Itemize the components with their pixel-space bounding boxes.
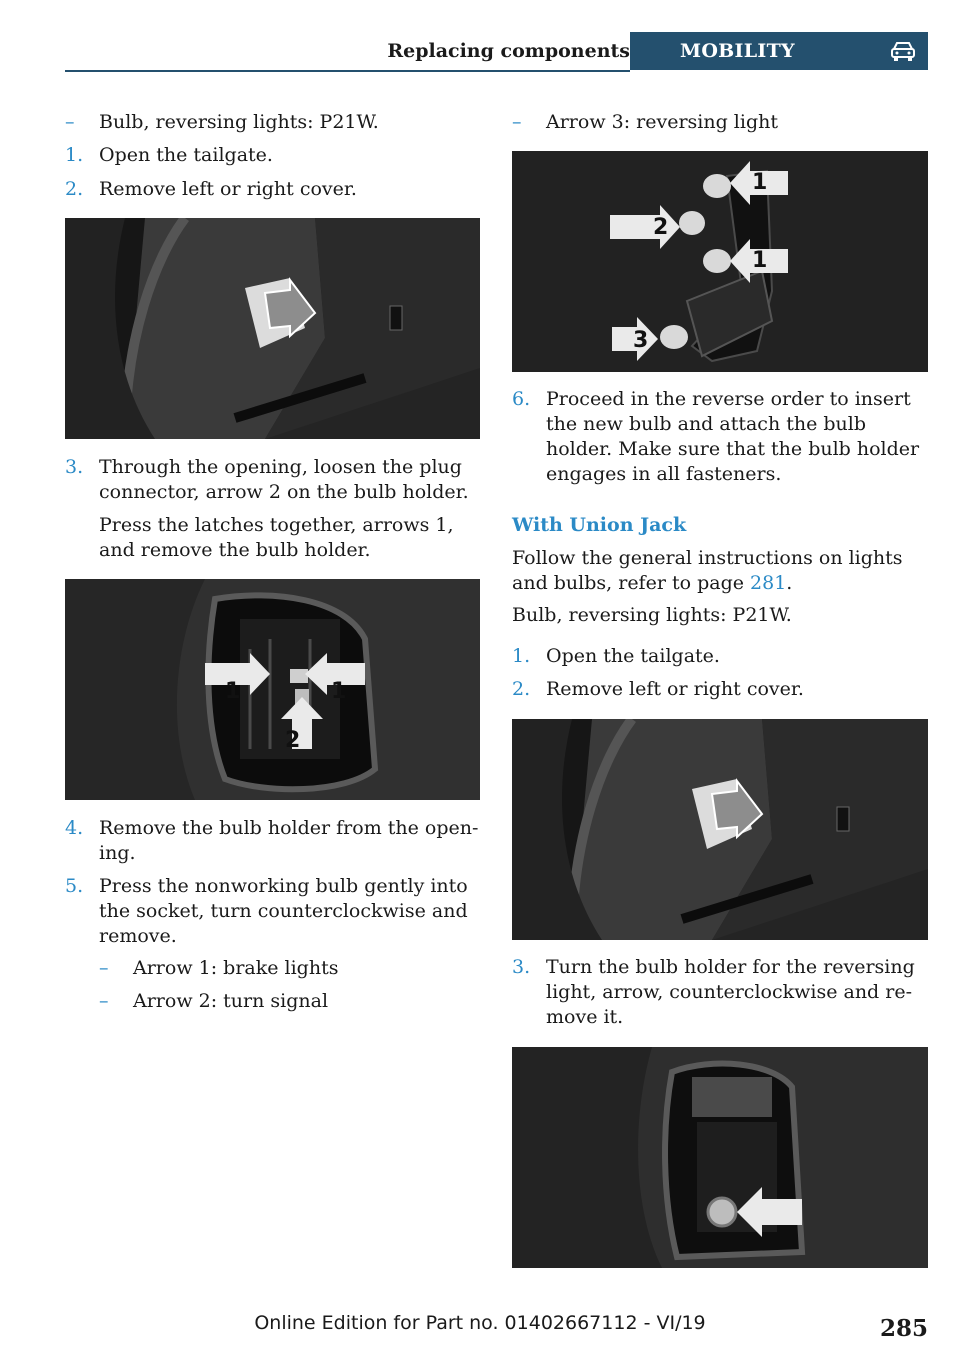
step-number: 4. <box>65 817 84 839</box>
fig2-label-1-right: 1 <box>331 679 347 704</box>
bulb-holder-bulbs-photo <box>512 151 928 372</box>
bulb-holder-latches-photo <box>65 579 480 800</box>
fig2-label-1-left: 1 <box>225 679 241 704</box>
step-number: 1. <box>512 645 531 667</box>
page-reference-link[interactable]: 281 <box>750 572 787 594</box>
step-number: 2. <box>512 678 531 700</box>
bulb-spec-paragraph: Bulb, reversing lights: P21W. <box>512 604 792 626</box>
dash-marker: – <box>99 990 109 1012</box>
header-rule <box>65 70 630 72</box>
trunk-cover-photo <box>65 218 480 439</box>
dash-marker: – <box>99 957 109 979</box>
sub-item-text: Arrow 3: reversing light <box>546 111 778 133</box>
trunk-cover-photo-union-jack <box>512 719 928 940</box>
chapter-title: MOBILITY <box>680 40 795 62</box>
step-number: 1. <box>65 144 84 166</box>
step-text: Proceed in the reverse order to insert the new bulb and attach the bulb holder. Make sure that the bulb holder engages in all fasteners. <box>546 388 920 485</box>
fig3-label-1-middle: 1 <box>752 248 768 273</box>
subheading-union-jack: With Union Jack <box>512 514 687 536</box>
general-instructions-paragraph <box>512 546 928 596</box>
step-number: 3. <box>512 956 531 978</box>
step-text: Through the opening, loosen the plug connector, arrow 2 on the bulb holder. <box>99 456 469 503</box>
page-header <box>65 32 928 71</box>
reversing-light-holder-photo <box>512 1047 928 1268</box>
fig3-label-1-top: 1 <box>752 170 768 195</box>
step-number: 3. <box>65 456 84 478</box>
step-text: Press the latches together, arrows 1, and remove the bulb holder. <box>99 514 454 561</box>
step-text: Open the tailgate. <box>99 144 273 166</box>
fig3-label-3: 3 <box>633 328 649 353</box>
page-number: 285 <box>879 1315 928 1342</box>
step-text: Press the nonworking bulb gently into the socket, turn counterclockwise and remove. <box>99 875 468 947</box>
step-text: Remove left or right cover. <box>99 178 357 200</box>
edition-footer: Online Edition for Part no. 01402667112 - VI/19 <box>254 1312 706 1334</box>
step-number: 5. <box>65 875 84 897</box>
step-text: Turn the bulb holder for the reversing light, arrow, counterclockwise and re‐move it. <box>546 956 915 1028</box>
chapter-tab <box>630 32 928 70</box>
dash-marker: – <box>65 111 75 133</box>
sub-item-text: Arrow 2: turn signal <box>133 990 329 1012</box>
paragraph-text: Follow the general instructions on lights and bulbs, refer to page <box>512 547 903 594</box>
sub-item-text: Arrow 1: brake lights <box>133 957 339 979</box>
section-title: Replacing components <box>387 40 630 62</box>
paragraph-text: . <box>786 572 793 594</box>
step-text: Remove left or right cover. <box>546 678 804 700</box>
dash-marker: – <box>512 111 522 133</box>
fig3-label-2: 2 <box>653 215 669 240</box>
step-text: Remove the bulb holder from the open‐ing. <box>99 817 479 864</box>
step-number: 6. <box>512 388 531 410</box>
step-number: 2. <box>65 178 84 200</box>
car-icon <box>890 40 916 62</box>
list-item-text: Bulb, reversing lights: P21W. <box>99 111 379 133</box>
fig2-label-2: 2 <box>285 728 301 753</box>
step-text: Open the tailgate. <box>546 645 720 667</box>
